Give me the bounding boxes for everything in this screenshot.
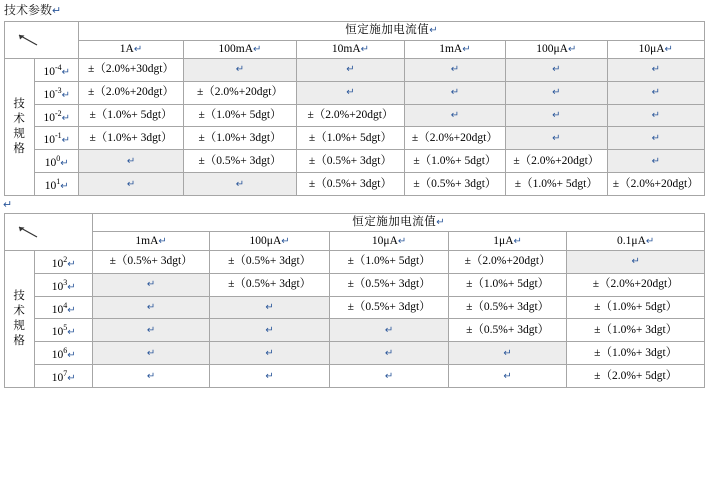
accuracy-cell: ±（1.0%+ 5dgt） — [297, 127, 404, 150]
table-row — [5, 296, 705, 319]
accuracy-cell: ↵ — [79, 173, 183, 196]
accuracy-cell: ±（2.0%+ 5dgt） — [567, 365, 705, 388]
table-row — [5, 273, 705, 296]
accuracy-cell: ↵ — [93, 296, 209, 319]
accuracy-cell: ↵ — [448, 342, 567, 365]
resistance-decade-label: $10^4↵$ — [35, 296, 93, 319]
corner-arrow-cell — [5, 22, 79, 59]
resistance-decade-label: $10^3↵$ — [35, 273, 93, 296]
accuracy-cell: ±（2.0%+20dgt） — [567, 273, 705, 296]
diagonal-arrow-icon — [7, 23, 53, 57]
accuracy-cell: ±（2.0%+20dgt） — [297, 104, 404, 127]
column-header-1: 1mA↵ — [93, 232, 209, 251]
accuracy-cell: ↵ — [209, 319, 330, 342]
accuracy-cell: ↵ — [209, 296, 330, 319]
accuracy-cell: ±（1.0%+ 3dgt） — [79, 127, 183, 150]
accuracy-cell: ↵ — [506, 81, 607, 104]
accuracy-cell: ±（1.0%+ 5dgt） — [506, 173, 607, 196]
accuracy-cell: ↵ — [93, 319, 209, 342]
accuracy-cell: ±（1.0%+ 5dgt） — [567, 296, 705, 319]
accuracy-cell: ±（0.5%+ 3dgt） — [404, 173, 505, 196]
paragraph-mark: ↵ — [52, 5, 62, 17]
resistance-decade-label: $10^1↵$ — [35, 173, 79, 196]
accuracy-cell: ±（1.0%+ 5dgt） — [79, 104, 183, 127]
accuracy-cell: ±（2.0%+20dgt） — [79, 81, 183, 104]
resistance-decade-label: $10^{-2}↵$ — [35, 104, 79, 127]
table-row — [5, 173, 705, 196]
accuracy-cell: ↵ — [607, 81, 704, 104]
header-applied-current: 恒定施加电流值↵ — [79, 22, 705, 41]
accuracy-cell: ↵ — [607, 127, 704, 150]
accuracy-cell: ↵ — [209, 365, 330, 388]
accuracy-cell: ↵ — [607, 59, 704, 82]
accuracy-cell: ↵ — [506, 59, 607, 82]
accuracy-cell: ↵ — [330, 365, 449, 388]
accuracy-cell: ±（2.0%+20dgt） — [404, 127, 505, 150]
page-title-text: 技术参数 — [4, 3, 53, 17]
resistance-decade-label: $10^{-1}↵$ — [35, 127, 79, 150]
column-header-3: 10mA↵ — [297, 40, 404, 59]
accuracy-cell: ±（0.5%+ 3dgt） — [183, 150, 296, 173]
paragraph-mark-2: ↵ — [3, 198, 13, 211]
accuracy-cell: ±（2.0%+20dgt） — [448, 250, 567, 273]
accuracy-cell: ±（1.0%+ 5dgt） — [183, 104, 296, 127]
accuracy-cell: ↵ — [330, 319, 449, 342]
accuracy-cell: ↵ — [567, 250, 705, 273]
accuracy-cell: ↵ — [209, 342, 330, 365]
accuracy-cell: ↵ — [183, 173, 296, 196]
resistance-decade-label: $10^2↵$ — [35, 250, 93, 273]
row-group-label-specifications: 技 术 规 格 — [5, 59, 35, 196]
diagonal-arrow-icon — [7, 215, 53, 249]
column-header-2: 100mA↵ — [183, 40, 296, 59]
table-row — [5, 59, 705, 82]
accuracy-cell: ↵ — [79, 150, 183, 173]
accuracy-cell: ↵ — [297, 81, 404, 104]
accuracy-cell: ±（0.5%+ 3dgt） — [448, 296, 567, 319]
table-row — [5, 150, 705, 173]
accuracy-cell: ±（1.0%+ 5dgt） — [330, 250, 449, 273]
accuracy-cell: ±（0.5%+ 3dgt） — [93, 250, 209, 273]
resistance-decade-label: $10^{-4}↵$ — [35, 59, 79, 82]
corner-arrow-cell — [5, 213, 93, 250]
accuracy-cell: ↵ — [404, 104, 505, 127]
resistance-decade-label: $10^{-3}↵$ — [35, 81, 79, 104]
accuracy-cell: ↵ — [448, 365, 567, 388]
accuracy-cell: ±（2.0%+20dgt） — [506, 150, 607, 173]
accuracy-cell: ±（0.5%+ 3dgt） — [448, 319, 567, 342]
accuracy-cell: ±（2.0%+20dgt） — [607, 173, 704, 196]
table-header-row-main — [5, 22, 705, 41]
header-applied-current: 恒定施加电流值↵ — [93, 213, 705, 232]
accuracy-cell: ±（1.0%+ 3dgt） — [183, 127, 296, 150]
accuracy-cell: ↵ — [93, 365, 209, 388]
table-header-row-main — [5, 213, 705, 232]
table-row — [5, 81, 705, 104]
column-header-2: 100μA↵ — [209, 232, 330, 251]
accuracy-cell: ↵ — [506, 104, 607, 127]
column-header-6: 10μA↵ — [607, 40, 704, 59]
accuracy-cell: ±（2.0%+20dgt） — [183, 81, 296, 104]
accuracy-cell: ±（0.5%+ 3dgt） — [330, 296, 449, 319]
accuracy-cell: ↵ — [404, 81, 505, 104]
accuracy-cell: ±（2.0%+30dgt） — [79, 59, 183, 82]
accuracy-cell: ↵ — [93, 273, 209, 296]
accuracy-cell: ↵ — [93, 342, 209, 365]
table-row — [5, 104, 705, 127]
resistance-decade-label: $10^6↵$ — [35, 342, 93, 365]
accuracy-cell: ±（0.5%+ 3dgt） — [297, 150, 404, 173]
table-header-row-columns — [5, 232, 705, 251]
column-header-5: 100μA↵ — [506, 40, 607, 59]
column-header-5: 0.1μA↵ — [567, 232, 705, 251]
accuracy-cell: ↵ — [183, 59, 296, 82]
table-row — [5, 365, 705, 388]
column-header-4: 1mA↵ — [404, 40, 505, 59]
accuracy-cell: ↵ — [297, 59, 404, 82]
accuracy-cell: ±（0.5%+ 3dgt） — [209, 273, 330, 296]
accuracy-cell: ±（1.0%+ 5dgt） — [404, 150, 505, 173]
accuracy-cell: ±（1.0%+ 5dgt） — [448, 273, 567, 296]
accuracy-cell: ↵ — [607, 150, 704, 173]
table-row — [5, 250, 705, 273]
specifications-table-1 — [4, 21, 705, 196]
accuracy-cell: ↵ — [607, 104, 704, 127]
accuracy-cell: ±（1.0%+ 3dgt） — [567, 319, 705, 342]
resistance-decade-label: $10^0↵$ — [35, 150, 79, 173]
table-header-row-columns — [5, 40, 705, 59]
table-row — [5, 342, 705, 365]
accuracy-cell: ±（1.0%+ 3dgt） — [567, 342, 705, 365]
column-header-1: 1A↵ — [79, 40, 183, 59]
accuracy-cell: ↵ — [506, 127, 607, 150]
table-row — [5, 319, 705, 342]
accuracy-cell: ↵ — [330, 342, 449, 365]
resistance-decade-label: $10^5↵$ — [35, 319, 93, 342]
column-header-4: 1μA↵ — [448, 232, 567, 251]
table-separator — [0, 196, 709, 213]
page-title — [0, 0, 709, 21]
specifications-table-2 — [4, 213, 705, 388]
accuracy-cell: ↵ — [404, 59, 505, 82]
row-group-label-specifications: 技 术 规 格 — [5, 250, 35, 387]
accuracy-cell: ±（0.5%+ 3dgt） — [297, 173, 404, 196]
accuracy-cell: ±（0.5%+ 3dgt） — [330, 273, 449, 296]
accuracy-cell: ±（0.5%+ 3dgt） — [209, 250, 330, 273]
table-row — [5, 127, 705, 150]
resistance-decade-label: $10^7↵$ — [35, 365, 93, 388]
column-header-3: 10μA↵ — [330, 232, 449, 251]
